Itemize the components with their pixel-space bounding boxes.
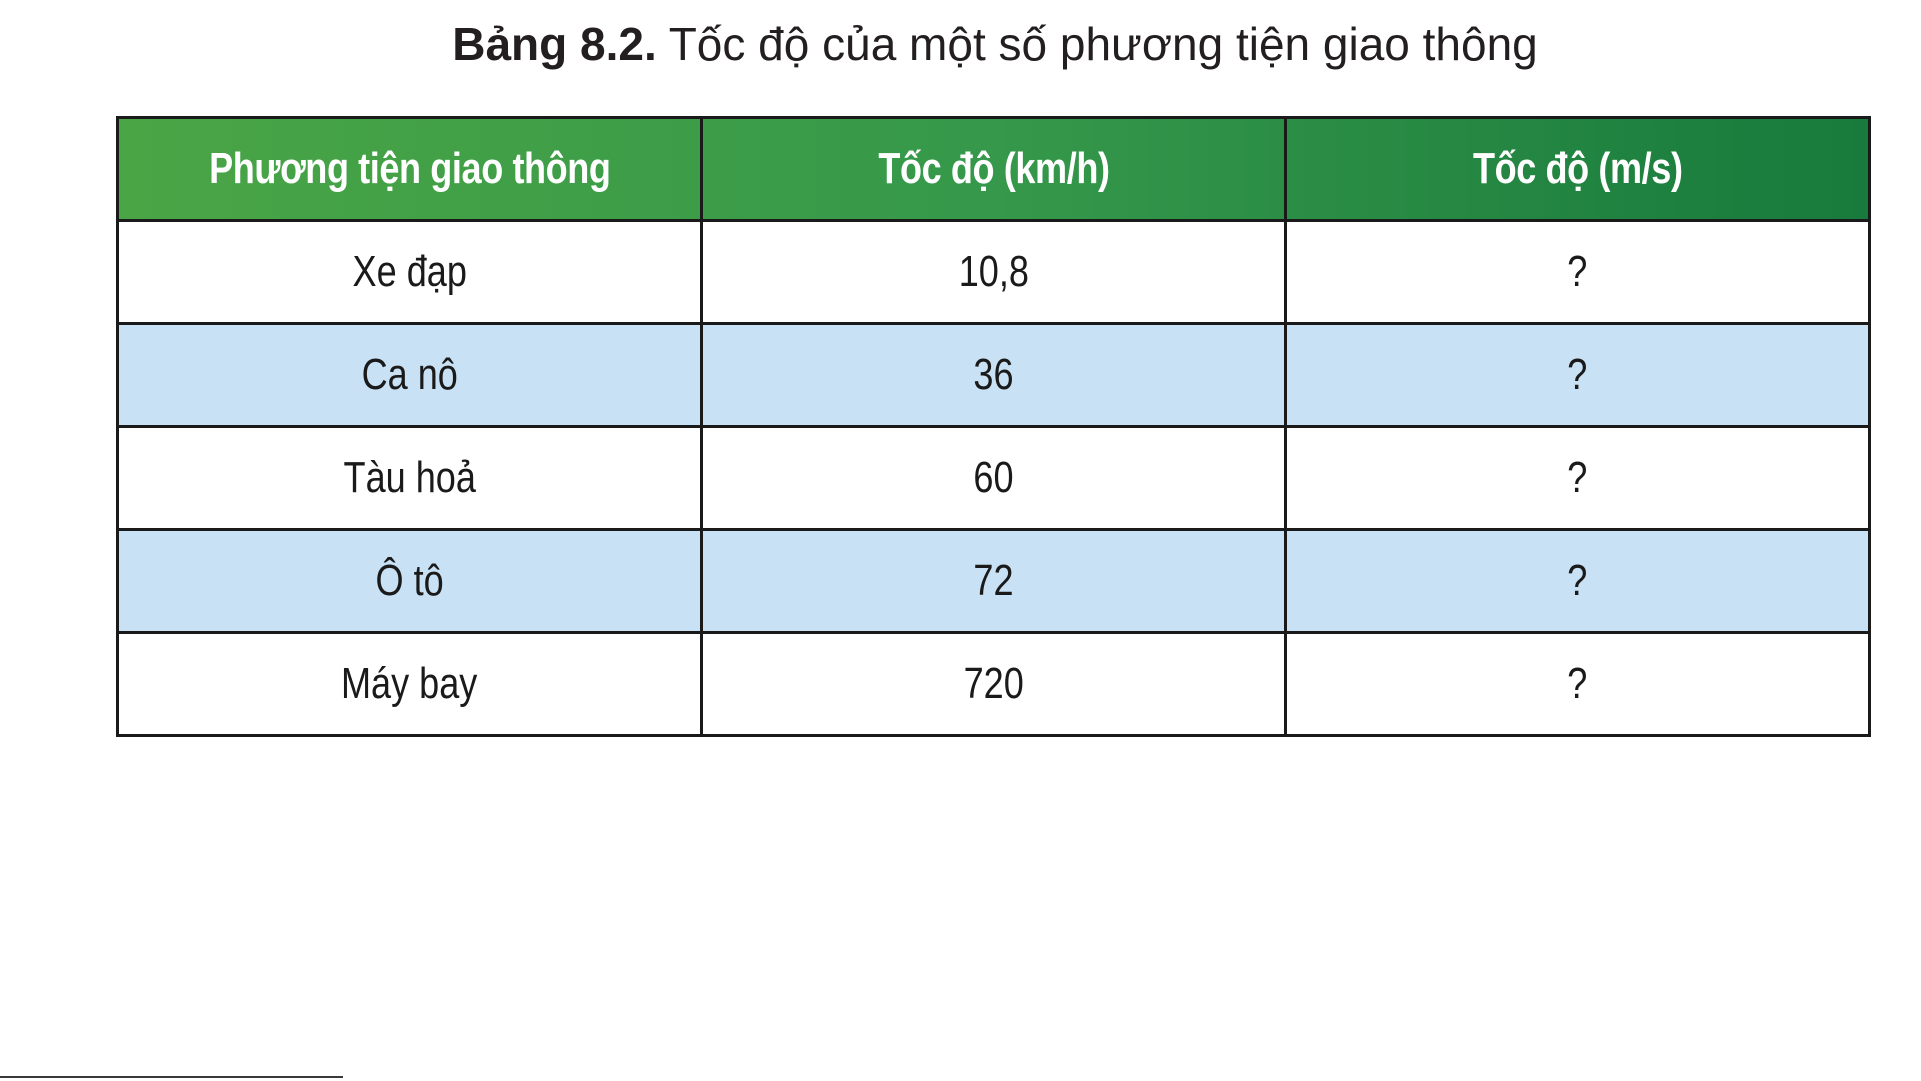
speed-table xyxy=(116,116,1871,737)
header-vehicle xyxy=(118,118,702,221)
cell-speed-kmh-text: 720 xyxy=(963,659,1024,708)
cell-vehicle-text: Máy bay xyxy=(341,659,478,708)
cell-vehicle-text: Xe đạp xyxy=(352,247,467,296)
footnote-divider xyxy=(0,1076,343,1078)
cell-vehicle xyxy=(118,530,702,633)
caption-text: Tốc độ của một số phương tiện giao thông xyxy=(668,18,1538,70)
cell-speed-ms-text: ? xyxy=(1567,350,1588,399)
cell-vehicle-text: Ca nô xyxy=(361,350,458,399)
header-speed-kmh-text: Tốc độ (km/h) xyxy=(877,144,1110,193)
speed-table-container xyxy=(116,116,1868,737)
table-row xyxy=(118,221,1870,324)
cell-vehicle xyxy=(118,221,702,324)
cell-speed-kmh xyxy=(702,324,1286,427)
header-vehicle-text: Phương tiện giao thông xyxy=(208,144,611,193)
cell-speed-kmh xyxy=(702,530,1286,633)
table-row xyxy=(118,427,1870,530)
cell-speed-ms-text: ? xyxy=(1567,247,1588,296)
cell-speed-ms-text: ? xyxy=(1567,556,1588,605)
cell-speed-ms xyxy=(1286,324,1870,427)
cell-speed-kmh-text: 10,8 xyxy=(958,247,1029,296)
cell-speed-kmh xyxy=(702,427,1286,530)
header-row xyxy=(118,118,1870,221)
cell-speed-kmh-text: 72 xyxy=(973,556,1014,605)
cell-vehicle-text: Tàu hoả xyxy=(343,453,476,502)
cell-speed-ms xyxy=(1286,221,1870,324)
cell-speed-kmh-text: 36 xyxy=(973,350,1014,399)
cell-vehicle xyxy=(118,633,702,736)
caption-label: Bảng 8.2. xyxy=(452,18,657,70)
header-speed-kmh xyxy=(702,118,1286,221)
table-caption xyxy=(0,12,1921,76)
cell-speed-kmh xyxy=(702,633,1286,736)
header-speed-ms-text: Tốc độ (m/s) xyxy=(1472,144,1683,193)
cell-vehicle xyxy=(118,427,702,530)
cell-speed-ms xyxy=(1286,633,1870,736)
cell-vehicle xyxy=(118,324,702,427)
table-row xyxy=(118,633,1870,736)
cell-speed-kmh xyxy=(702,221,1286,324)
table-header xyxy=(118,118,1870,221)
table-body xyxy=(118,221,1870,736)
cell-speed-ms xyxy=(1286,530,1870,633)
cell-speed-ms xyxy=(1286,427,1870,530)
table-row xyxy=(118,530,1870,633)
cell-speed-ms-text: ? xyxy=(1567,453,1588,502)
cell-speed-kmh-text: 60 xyxy=(973,453,1014,502)
cell-vehicle-text: Ô tô xyxy=(375,556,444,605)
header-speed-ms xyxy=(1286,118,1870,221)
table-row xyxy=(118,324,1870,427)
cell-speed-ms-text: ? xyxy=(1567,659,1588,708)
